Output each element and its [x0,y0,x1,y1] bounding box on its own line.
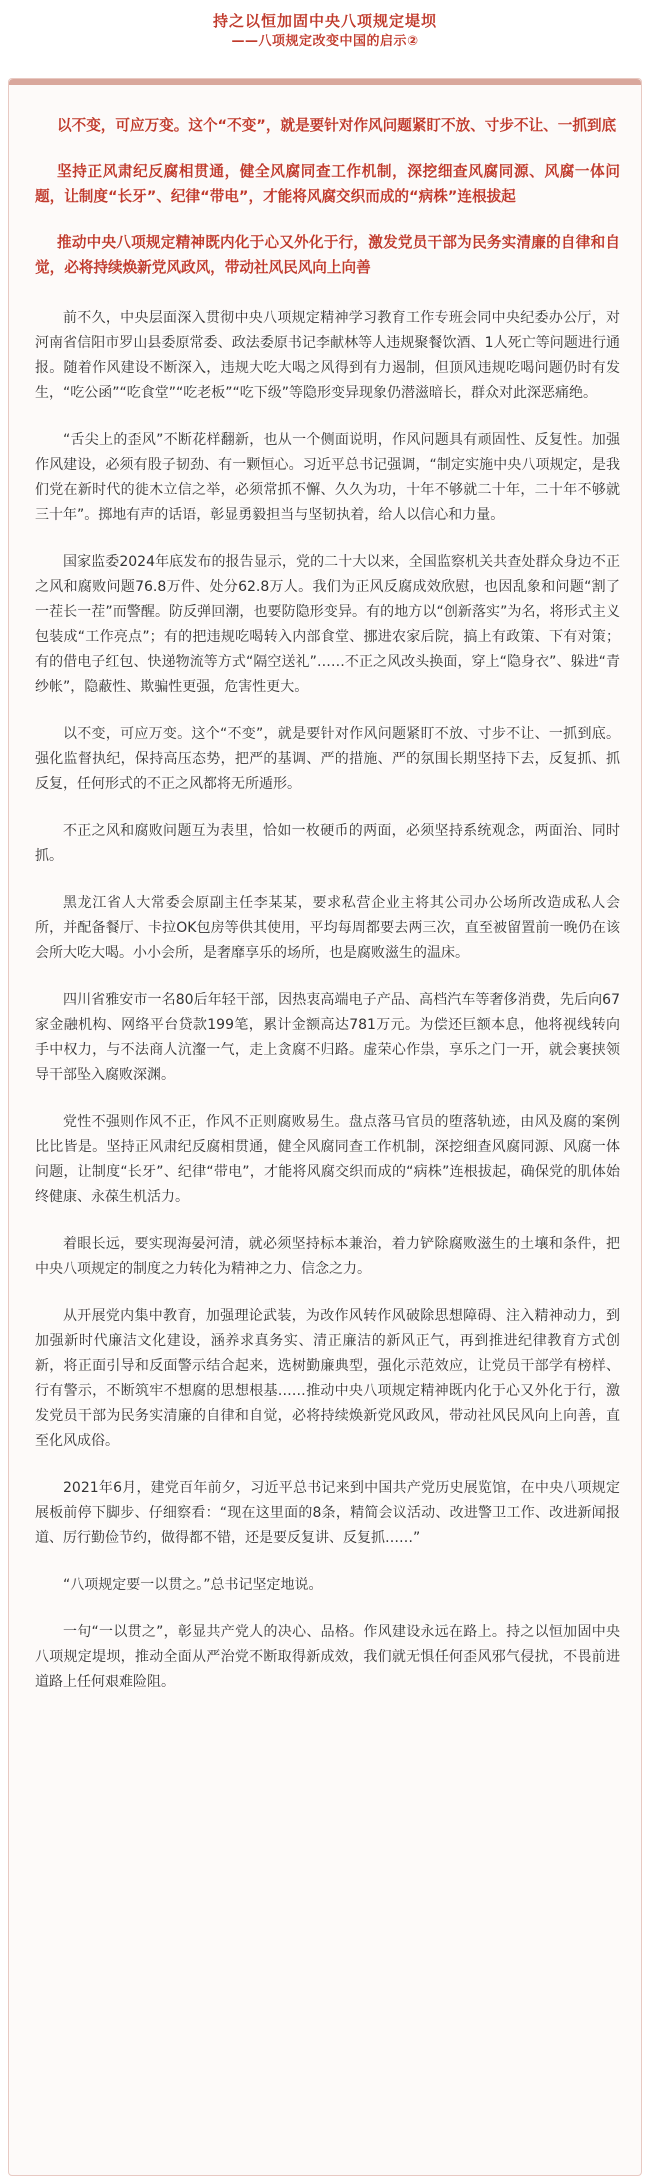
highlight-summary-1: 以不变，可应万变。这个“不变”，就是要针对作风问题紧盯不放、寸步不让、一抓到底 [57,117,617,134]
body-paragraph: 国家监委2024年底发布的报告显示，党的二十大以来，全国监察机关共查处群众身边不正之风和腐败问题76.8万件、处分62.8万人。我们为正风反腐成效欣慰，也因乱象和问题“割了一茬长一茬”而警醒。防反弹回潮，也要防隐形变异。有的地方以“创新落实”为名，将形式主义包装成“工作亮点”；有的把违规吃喝转入内部食堂、挪进农家后院，搞上有政策、下有对策；有的借电子红包、快递物流等方式“隔空送礼”……不正之风改头换面，穿上“隐身衣”、躲进“青纱帐”，隐蔽性、欺骗性更强，危害性更大。 [35,554,620,695]
body-paragraph: 四川省雅安市一名80后年轻干部，因热衷高端电子产品、高档汽车等奢侈消费，先后向67家金融机构、网络平台贷款199笔，累计金额高达781万元。为偿还巨额本息，他将视线转向手中权力，与不法商人沆瀣一气，走上贪腐不归路。虚荣心作祟，享乐之门一开，就会裹挟领导干部坠入腐败深渊。 [35,992,620,1083]
body-paragraph: 着眼长远，要实现海晏河清，就必须坚持标本兼治，着力铲除腐败滋生的土壤和条件，把中央八项规定的制度之力转化为精神之力、信念之力。 [35,1236,620,1277]
body-paragraph: 不正之风和腐败问题互为表里，恰如一枚硬币的两面，必须坚持系统观念，两面治、同时抓。 [35,823,620,864]
body-paragraph: 党性不强则作风不正，作风不正则腐败易生。盘点落马官员的堕落轨迹，由风及腐的案例比比皆是。坚持正风肃纪反腐相贯通，健全风腐同查工作机制，深挖细查风腐同源、风腐一体问题，让制度“长牙”、纪律“带电”，才能将风腐交织而成的“病株”连根拔起，确保党的肌体始终健康、永葆生机活力。 [35,1114,620,1205]
body-paragraph: 从开展党内集中教育，加强理论武装，为改作风转作风破除思想障碍、注入精神动力，到加强新时代廉洁文化建设，涵养求真务实、清正廉洁的新风正气，再到推进纪律教育方式创新，将正面引导和反面警示结合起来，选树勤廉典型，强化示范效应，让党员干部学有榜样、行有警示，不断筑牢不想腐的思想根基……推动中央八项规定精神既内化于心又外化于行，激发党员干部为民务实清廉的自律和自觉，必将持续焕新党风政风，带动社风民风向上向善，直至化风成俗。 [35,1308,620,1449]
highlight-summary-2: 坚持正风肃纪反腐相贯通，健全风腐同查工作机制，深挖细查风腐同源、风腐一体问题，让制度“长牙”、纪律“带电”，才能将风腐交织而成的“病株”连根拔起 [35,163,620,205]
body-paragraph: 前不久，中央层面深入贯彻中央八项规定精神学习教育工作专班会同中央纪委办公厅，对河南省信阳市罗山县委原常委、政法委原书记李献林等人违规聚餐饮酒、1人死亡等问题进行通报。随着作风建设不断深入，违规大吃大喝之风得到有力遏制，但顶风违规吃喝问题仍时有发生，“吃公函”“吃食堂”“吃老板”“吃下级”等隐形变异现象仍潜滋暗长，群众对此深恶痛绝。 [35,310,620,401]
article-title: 持之以恒加固中央八项规定堤坝 [212,12,437,30]
article-card [8,78,642,2176]
body-paragraph: “八项规定要一以贯之。”总书记坚定地说。 [63,1577,323,1593]
body-paragraph: 黑龙江省人大常委会原副主任李某某，要求私营企业主将其公司办公场所改造成私人会所，并配备餐厅、卡拉OK包房等供其使用，平均每周都要去两三次，直至被留置前一晚仍在该会所大吃大喝。小小会所，是奢靡享乐的场所，也是腐败滋生的温床。 [35,895,620,961]
body-paragraph: 一句“一以贯之”，彰显共产党人的决心、品格。作风建设永远在路上。持之以恒加固中央八项规定堤坝，推动全面从严治党不断取得新成效，我们就无惧任何歪风邪气侵扰，不畏前进道路上任何艰难险阻。 [35,1624,620,1690]
body-paragraph: 以不变，可应万变。这个“不变”，就是要针对作风问题紧盯不放、寸步不让、一抓到底。强化监督执纪，保持高压态势，把严的基调、严的措施、严的氛围长期坚持下去，反复抓、抓反复，任何形式的不正之风都将无所遁形。 [35,726,620,792]
body-paragraph: 2021年6月，建党百年前夕，习近平总书记来到中国共产党历史展览馆，在中央八项规定展板前停下脚步、仔细察看：“现在这里面的8条，精简会议活动、改进警卫工作、改进新闻报道、厉行勤俭节约，做得都不错，还是要反复讲、反复抓……” [35,1480,620,1546]
article-header [0,0,650,70]
highlight-summary-3: 推动中央八项规定精神既内化于心又外化于行，激发党员干部为民务实清廉的自律和自觉，必将持续焕新党风政风，带动社风民风向上向善 [35,234,620,276]
card-top-border [9,79,641,85]
article-body [35,105,620,1717]
body-paragraph: “舌尖上的歪风”不断花样翻新，也从一个侧面说明，作风问题具有顽固性、反复性。加强作风建设，必须有股子韧劲、有一颗恒心。习近平总书记强调，“制定实施中央八项规定，是我们党在新时代的徙木立信之举，必须常抓不懈、久久为功，十年不够就二十年，二十年不够就三十年”。掷地有声的话语，彰显勇毅担当与坚韧执着，给人以信心和力量。 [35,432,620,523]
article-subtitle: ——八项规定改变中国的启示② [231,34,419,49]
